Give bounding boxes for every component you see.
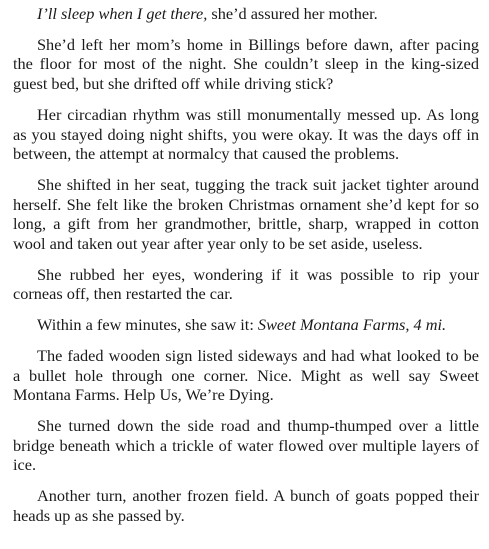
paragraph-text: Her circadian rhythm was still monumentally messed up. As long as you stayed doing night shifts, you were okay. It was the days off in between, the attempt at normalcy that caused the problems.: [13, 104, 479, 164]
paragraph: [13, 416, 479, 475]
paragraph-text: She turned down the side road and thump-thumped over a little bridge beneath which a trickle of water flowed over multiple layers of ice.: [13, 415, 479, 475]
paragraph-text-italic: I’ll sleep when I get there,: [37, 4, 208, 23]
paragraph: [13, 175, 479, 254]
paragraph: [13, 105, 479, 164]
paragraph-text: The faded wooden sign listed sideways and had what looked to be a bullet hole through one corner. Nice. Might as well say Sweet Montana Farms. Help Us, We’re Dying.: [13, 345, 479, 405]
paragraph: [13, 35, 479, 94]
paragraph: [13, 315, 479, 335]
paragraph: [13, 486, 479, 525]
paragraph-text: Another turn, another frozen field. A bunch of goats popped their heads up as she passed by.: [13, 486, 479, 525]
paragraph: [13, 265, 479, 304]
paragraph: [13, 346, 479, 405]
paragraph-text: Within a few minutes, she saw it:: [37, 315, 258, 335]
paragraph-text: She shifted in her seat, tugging the track suit jacket tighter around herself. She felt like the broken Christmas ornament she’d kept for so long, a gift from her grandmother, brittle, sharp, wrapped in cotton wool and taken out year after year only to be set aside, useless.: [13, 174, 479, 254]
paragraph-text: she’d assured her mother.: [207, 4, 378, 23]
paragraph: [13, 4, 479, 24]
paragraph-text: She’d left her mom’s home in Billings before dawn, after pacing the floor for most of the night. She couldn’t sleep in the king-sized guest bed, but she drifted off while driving stick?: [13, 34, 479, 94]
paragraph-text: She rubbed her eyes, wondering if it was possible to rip your corneas off, then restarted the car.: [13, 264, 479, 304]
document-page: [13, 4, 479, 525]
paragraph-text-italic: Sweet Montana Farms, 4 mi.: [257, 315, 447, 335]
